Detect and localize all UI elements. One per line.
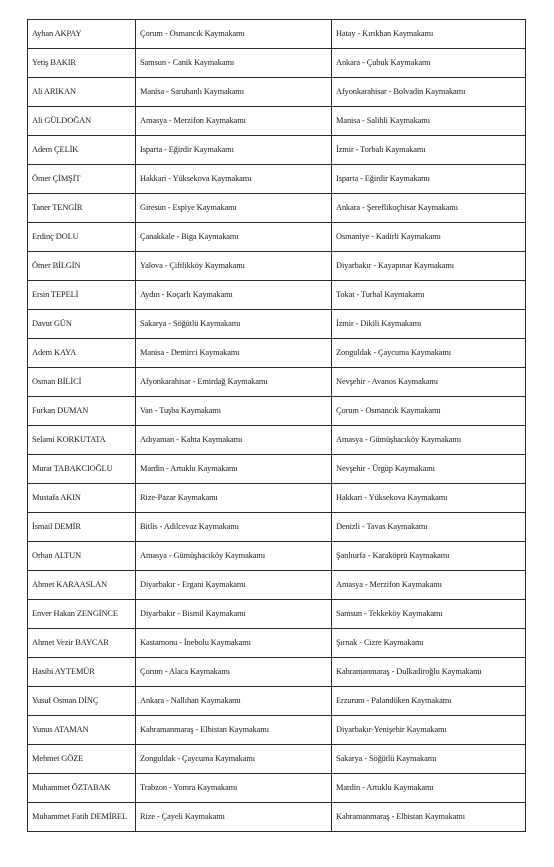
new-post-cell: Mardin - Artuklu Kaymakamı <box>332 774 526 803</box>
new-post-cell: Isparta - Eğirdir Kaymakamı <box>332 165 526 194</box>
table-row <box>28 223 526 252</box>
new-post-cell: Hakkari - Yüksekova Kaymakamı <box>332 484 526 513</box>
current-post-cell: Rize-Pazar Kaymakamı <box>136 484 332 513</box>
table-row <box>28 339 526 368</box>
new-post-cell: Amasya - Merzifon Kaymakamı <box>332 571 526 600</box>
new-post-cell: Diyarbakır-Yenişehir Kaymakamı <box>332 716 526 745</box>
table-row <box>28 281 526 310</box>
table-row <box>28 484 526 513</box>
person-name-cell: Yusuf Osman DİNÇ <box>28 687 136 716</box>
new-post-cell: Ankara - Çubuk Kaymakamı <box>332 49 526 78</box>
new-post-cell: Çorum - Osmancık Kaymakamı <box>332 397 526 426</box>
table-row <box>28 165 526 194</box>
appointment-table-body <box>28 20 526 832</box>
person-name-cell: Ali ARIKAN <box>28 78 136 107</box>
new-post-cell: Samsun - Tekkeköy Kaymakamı <box>332 600 526 629</box>
current-post-cell: Isparta - Eğirdir Kaymakamı <box>136 136 332 165</box>
table-row <box>28 658 526 687</box>
table-row <box>28 194 526 223</box>
person-name-cell: Taner TENGİR <box>28 194 136 223</box>
table-row <box>28 136 526 165</box>
person-name-cell: Adem ÇELİK <box>28 136 136 165</box>
new-post-cell: Kahramanmaraş - Dulkadiroğlu Kaymakamı <box>332 658 526 687</box>
current-post-cell: Rize - Çayeli Kaymakamı <box>136 803 332 832</box>
table-row <box>28 571 526 600</box>
table-row <box>28 107 526 136</box>
new-post-cell: Denizli - Tavas Kaymakamı <box>332 513 526 542</box>
current-post-cell: Giresun - Espiye Kaymakamı <box>136 194 332 223</box>
person-name-cell: Orhan ALTUN <box>28 542 136 571</box>
person-name-cell: Ahmet KARAASLAN <box>28 571 136 600</box>
new-post-cell: Zonguldak - Çaycuma Kaymakamı <box>332 339 526 368</box>
current-post-cell: Amasya - Merzifon Kaymakamı <box>136 107 332 136</box>
table-row <box>28 774 526 803</box>
current-post-cell: Trabzon - Yomra Kaymakamı <box>136 774 332 803</box>
table-row <box>28 252 526 281</box>
person-name-cell: Muhammet Fatih DEMİREL <box>28 803 136 832</box>
current-post-cell: Yalova - Çiftlikköy Kaymakamı <box>136 252 332 281</box>
current-post-cell: Zonguldak - Çaycuma Kaymakamı <box>136 745 332 774</box>
new-post-cell: İzmir - Dikili Kaymakamı <box>332 310 526 339</box>
current-post-cell: Çorum - Osmancık Kaymakamı <box>136 20 332 49</box>
current-post-cell: Hakkari - Yüksekova Kaymakamı <box>136 165 332 194</box>
person-name-cell: Enver Hakan ZENGİNCE <box>28 600 136 629</box>
table-row <box>28 513 526 542</box>
current-post-cell: Afyonkarahisar - Emirdağ Kaymakamı <box>136 368 332 397</box>
current-post-cell: Ankara - Nallıhan Kaymakamı <box>136 687 332 716</box>
current-post-cell: Adıyaman - Kahta Kaymakamı <box>136 426 332 455</box>
table-row <box>28 687 526 716</box>
current-post-cell: Diyarbakır - Ergani Kaymakamı <box>136 571 332 600</box>
person-name-cell: Yunus ATAMAN <box>28 716 136 745</box>
current-post-cell: Manisa - Saruhanlı Kaymakamı <box>136 78 332 107</box>
person-name-cell: Selami KORKUTATA <box>28 426 136 455</box>
current-post-cell: Diyarbakır - Bismil Kaymakamı <box>136 600 332 629</box>
new-post-cell: Nevşehir - Avanos Kaymakamı <box>332 368 526 397</box>
current-post-cell: Kastamonu - İnebolu Kaymakamı <box>136 629 332 658</box>
table-row <box>28 78 526 107</box>
new-post-cell: Erzurum - Palandöken Kaymakamı <box>332 687 526 716</box>
new-post-cell: Osmaniye - Kadirli Kaymakamı <box>332 223 526 252</box>
new-post-cell: Amasya - Gümüşhacıköy Kaymakamı <box>332 426 526 455</box>
table-row <box>28 629 526 658</box>
current-post-cell: Amasya - Gümüşhacıköy Kaymakamı <box>136 542 332 571</box>
new-post-cell: Sakarya - Söğütlü Kaymakamı <box>332 745 526 774</box>
person-name-cell: Hasibi AYTEMÜR <box>28 658 136 687</box>
new-post-cell: Tokat - Turhal Kaymakamı <box>332 281 526 310</box>
table-row <box>28 397 526 426</box>
table-row <box>28 455 526 484</box>
current-post-cell: Bitlis - Adilcevaz Kaymakamı <box>136 513 332 542</box>
current-post-cell: Aydın - Koçarlı Kaymakamı <box>136 281 332 310</box>
appointment-table <box>27 19 526 832</box>
new-post-cell: Nevşehir - Ürgüp Kaymakamı <box>332 455 526 484</box>
table-row <box>28 49 526 78</box>
person-name-cell: Ömer ÇİMŞİT <box>28 165 136 194</box>
table-row <box>28 600 526 629</box>
person-name-cell: Mehmet GÖZE <box>28 745 136 774</box>
person-name-cell: Osman BİLİCİ <box>28 368 136 397</box>
current-post-cell: Çorum - Alaca Kaymakamı <box>136 658 332 687</box>
person-name-cell: Ali GÜLDOĞAN <box>28 107 136 136</box>
person-name-cell: Furkan DUMAN <box>28 397 136 426</box>
current-post-cell: Mardin - Artuklu Kaymakamı <box>136 455 332 484</box>
table-row <box>28 803 526 832</box>
current-post-cell: Çanakkale - Biga Kaymakamı <box>136 223 332 252</box>
table-row <box>28 310 526 339</box>
current-post-cell: Sakarya - Söğütlü Kaymakamı <box>136 310 332 339</box>
person-name-cell: Muhammet ÖZTABAK <box>28 774 136 803</box>
person-name-cell: Murat TABAKCIOĞLU <box>28 455 136 484</box>
person-name-cell: Ayhan AKPAY <box>28 20 136 49</box>
current-post-cell: Samsun - Canik Kaymakamı <box>136 49 332 78</box>
new-post-cell: Diyarbakır - Kayapınar Kaymakamı <box>332 252 526 281</box>
new-post-cell: Hatay - Kırıkhan Kaymakamı <box>332 20 526 49</box>
current-post-cell: Manisa - Demirci Kaymakamı <box>136 339 332 368</box>
current-post-cell: Kahramanmaraş - Elbistan Kaymakamı <box>136 716 332 745</box>
table-row <box>28 20 526 49</box>
table-row <box>28 716 526 745</box>
person-name-cell: İsmail DEMİR <box>28 513 136 542</box>
table-row <box>28 368 526 397</box>
person-name-cell: Yetiş BAKIR <box>28 49 136 78</box>
new-post-cell: Ankara - Şereflikoçhisar Kaymakamı <box>332 194 526 223</box>
new-post-cell: Kahramanmaraş - Elbistan Kaymakamı <box>332 803 526 832</box>
appointment-list-page <box>27 19 525 832</box>
table-row <box>28 542 526 571</box>
person-name-cell: Ahmet Vezir BAYCAR <box>28 629 136 658</box>
person-name-cell: Mustafa AKIN <box>28 484 136 513</box>
new-post-cell: Afyonkarahisar - Bolvadin Kaymakamı <box>332 78 526 107</box>
current-post-cell: Van - Tuşba Kaymakamı <box>136 397 332 426</box>
new-post-cell: İzmir - Torbalı Kaymakamı <box>332 136 526 165</box>
table-row <box>28 745 526 774</box>
person-name-cell: Adem KAYA <box>28 339 136 368</box>
person-name-cell: Erdinç DOLU <box>28 223 136 252</box>
person-name-cell: Ersin TEPELİ <box>28 281 136 310</box>
new-post-cell: Şanlıurfa - Karaköprü Kaymakamı <box>332 542 526 571</box>
new-post-cell: Manisa - Salihli Kaymakamı <box>332 107 526 136</box>
new-post-cell: Şırnak - Cizre Kaymakamı <box>332 629 526 658</box>
table-row <box>28 426 526 455</box>
person-name-cell: Ömer BİLGİN <box>28 252 136 281</box>
person-name-cell: Davut GÜN <box>28 310 136 339</box>
